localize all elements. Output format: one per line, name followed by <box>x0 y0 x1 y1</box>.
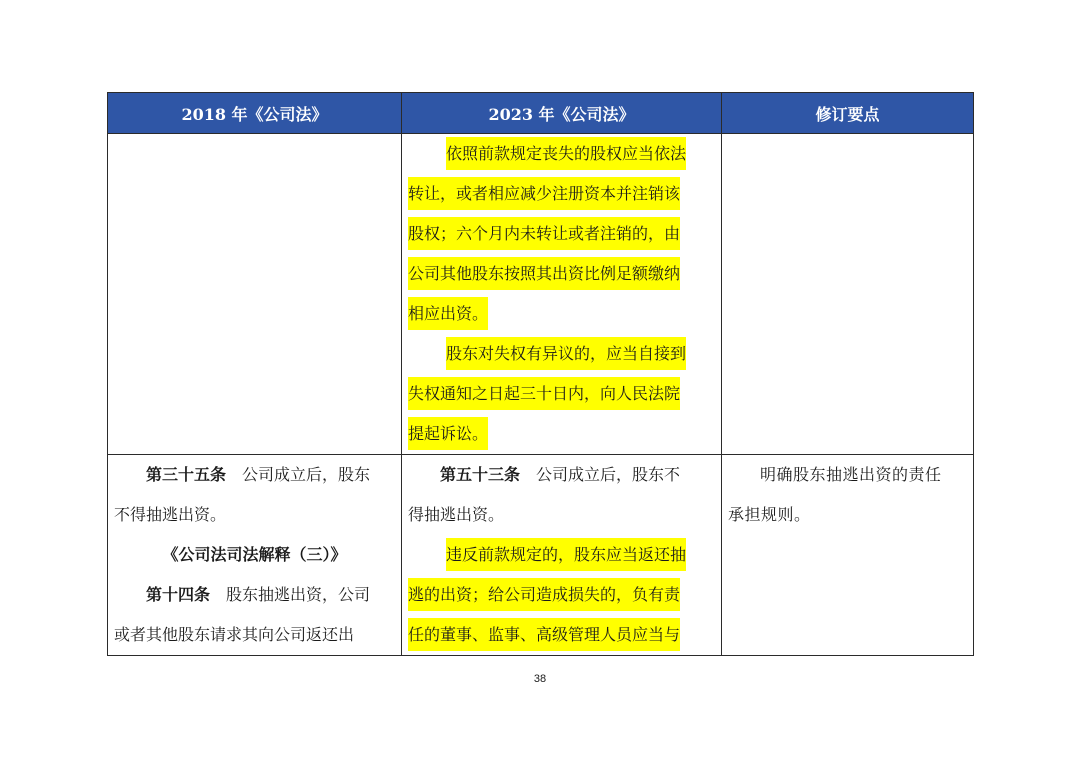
text-line: 明确股东抽逃出资的责任 <box>760 465 942 484</box>
page-number: 38 <box>533 673 547 685</box>
text-line: 得抽逃出资。 <box>408 505 505 524</box>
text-line: 相应出资。 <box>408 297 488 330</box>
table-row <box>108 134 974 455</box>
text-line: 提起诉讼。 <box>408 417 488 450</box>
text-line: 承担规则。 <box>728 505 811 524</box>
text-line: 股东抽逃出资，公司 <box>210 585 371 604</box>
article-number: 第十四条 <box>146 585 211 604</box>
text-line: 公司其他股东按照其出资比例足额缴纳 <box>408 257 680 290</box>
interpretation-title: 《公司法司法解释（三）》 <box>162 545 347 564</box>
article-number: 第三十五条 <box>146 465 227 484</box>
header-2018-law: 2018 年《公司法》 <box>108 93 402 134</box>
header-revision-points: 修订要点 <box>722 93 974 134</box>
row2-2023-cell <box>402 455 722 656</box>
text-line: 依照前款规定丧失的股权应当依法 <box>446 137 686 170</box>
text-line: 股权；六个月内未转让或者注销的，由 <box>408 217 680 250</box>
text-line: 转让，或者相应减少注册资本并注销该 <box>408 177 680 210</box>
row1-revision-cell <box>722 134 974 455</box>
text-line: 股东对失权有异议的，应当自接到 <box>446 337 686 370</box>
row1-2018-cell <box>108 134 402 455</box>
text-line: 不得抽逃出资。 <box>114 505 227 524</box>
text-line: 失权通知之日起三十日内，向人民法院 <box>408 377 680 410</box>
text-line: 逃的出资；给公司造成损失的，负有责 <box>408 578 680 611</box>
text-line: 公司成立后，股东不 <box>520 465 681 484</box>
table-row <box>108 455 974 656</box>
text-line: 违反前款规定的，股东应当返还抽 <box>446 538 686 571</box>
text-line: 或者其他股东请求其向公司返还出 <box>114 625 355 644</box>
row1-2023-cell <box>402 134 722 455</box>
text-line: 公司成立后，股东 <box>226 465 371 484</box>
text-line: 任的董事、监事、高级管理人员应当与 <box>408 618 680 651</box>
article-number: 第五十三条 <box>440 465 521 484</box>
header-row <box>108 93 974 134</box>
comparison-table <box>107 92 974 656</box>
row2-2018-cell <box>108 455 402 656</box>
header-2023-law: 2023 年《公司法》 <box>402 93 722 134</box>
row2-revision-cell <box>722 455 974 656</box>
